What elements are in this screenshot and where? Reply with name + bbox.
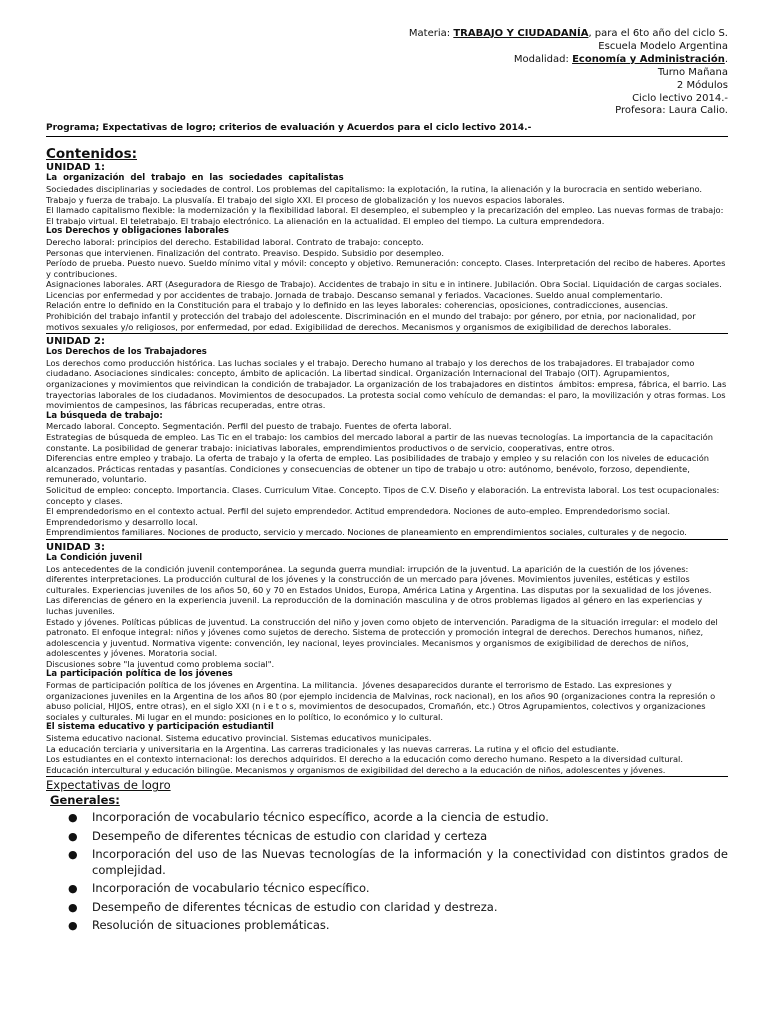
bullet-icon: ● [68, 811, 78, 825]
header-block [46, 28, 728, 118]
modalidad-suffix: . [724, 53, 728, 65]
modulos: 2 Módulos [676, 79, 728, 91]
bullet-icon: ● [68, 900, 78, 914]
unit-1-section-1-title: La organización del trabajo en las sociedades capitalistas [46, 173, 344, 184]
bullet-icon: ● [68, 848, 78, 862]
unit-2-section-2-text: Mercado laboral. Concepto. Segmentación. Perfil del puesto de trabajo. Fuentes de oferta laboral. Estrategias de búsqueda de empleo. Las Tic en el trabajo: los cambios del mercado laboral a partir de las nuevas tecnologías. La importancia de la capacitación constante. La posibilidad de generar trabajo: iniciativas laborales, emprendimientos productivos o de servicio, cooperativas, entre otros. Diferencias entre empleo y trabajo. La oferta de trabajo y la oferta de empleo. Las posibilidades de trabajo y empleo y su relación con los niveles de educación alcanzados. Prácticas rentadas y pasantías. Condiciones y consecuencias de obtener un tipo de trabajo u otro: autónomo, benévolo, forzoso, dependiente, remunerado, voluntario. Solicitud de empleo: concepto. Importancia. Clases. Curriculum Vitae. Concepto. Tipos de C.V. Diseño y elaboración. La entrevista laboral. Los test ocupacionales: concepto y clases. El emprendedorismo en el contexto actual. Perfil del sujeto emprendedor. Actitud emprendedora. Nociones de auto-empleo. Emprendedorismo social. Emprendedorismo y desarrollo local. Emprendimientos familiares. Nociones de producto, servicio y mercado. Nociones de planeamiento en emprendimientos sociales, culturales y de negocio. [46, 421, 720, 538]
unit-1-title: UNIDAD 1: [46, 162, 105, 174]
unit-1-section-1-text: Sociedades disciplinarias y sociedades de control. Los problemas del capitalismo: la explotación, la rutina, la alienación y la burocracia en sentido weberiano. Trabajo y fuerza de trabajo. La plusvalía. El trabajo del siglo XXI. El proceso de globalización y los nuevos espacios laborales. El llamado capitalismo flexible: la modernización y la flexibilidad laboral. El desempleo, el subempleo y la precarización del empleo. Las nuevas formas de trabajo: El trabajo virtual. El teletrabajo. El trabajo electrónico. La alienación en la actualidad. El empleo del tiempo. La cultura emprendedora. [46, 183, 724, 226]
unit-3 [46, 542, 728, 775]
unit-1-section-2-text: Derecho laboral: principios del derecho. Estabilidad laboral. Contrato de trabajo: concepto. Personas que intervienen. Finalización del contrato. Preaviso. Despido. Subsidio por desempleo. Período de prueba. Puesto nuevo. Sueldo mínimo vital y móvil: concepto y objetivo. Remuneración: concepto. Clases. Interpretación del recibo de haberes. Aportes y contribuciones. Asignaciones laborales. ART (Aseguradora de Riesgo de Trabajo). Accidentes de trabajo in situ e in intinere. Jubilación. Obra Social. Liquidación de cargas sociales. Licencias por enfermedad y por accidentes de trabajo. Jornada de trabajo. Descanso semanal y feriados. Vacaciones. Sueldo anual complementario. Relación entre lo definido en la Constitución para el trabajo y lo definido en las leyes laborales: coherencias, oposiciones, contradicciones, ausencias. Prohibición del trabajo infantil y protección del trabajo del adolescente. Discriminación en el mundo del trabajo: por género, por etnia, por nacionalidad, por motivos sexuales y/o religiosos, por enfermedad, por edad. Exigibilidad de derechos. Mecanismos y organismos de exigibilidad de derechos laborales. [46, 236, 726, 332]
divider [46, 539, 728, 540]
list-item-text: Desempeño de diferentes técnicas de estudio con claridad y destreza. [92, 899, 498, 914]
bullet-icon: ● [68, 919, 78, 933]
divider [46, 776, 728, 777]
expectativas-list [46, 810, 728, 934]
unit-2-section-1-text: Los derechos como producción histórica. Las luchas sociales y el trabajo. Derecho humano al trabajo y los derechos de los trabajadores. El trabajador como ciudadano. Asociaciones sindicales: concepto, ámbito de aplicación. La libertad sindical. Organización Internacional del Trabajo (OIT). Agrupamientos, organizaciones y movimientos que reivindican la condición de trabajador. La organización de los trabajadores en distintos ámbitos: empresa, fábrica, el barrio. Las trayectorias laborales de los ciudadanos. Movimientos de desocupados. La protesta social como vehículo de demandas: el paro, la movilización y otras formas. Los movimientos de campesinos, las fábricas recuperadas, entre otras. [46, 357, 729, 411]
modalidad-prefix: Modalidad: [513, 53, 573, 65]
turno: Turno Mañana [657, 66, 728, 78]
modalidad-line [46, 54, 728, 67]
list-item-text: Incorporación de vocabulario técnico específico, acorde a la ciencia de estudio. [92, 810, 549, 825]
generales-title: Generales: [50, 793, 120, 808]
bullet-icon: ● [68, 829, 78, 843]
list-item [46, 881, 728, 897]
unit-2 [46, 336, 728, 538]
divider [46, 136, 728, 137]
programa-title: Programa; Expectativas de logro; criterios de evaluación y Acuerdos para el ciclo lectivo 2014.- [46, 123, 532, 134]
unit-3-section-2-title: La participación política de los jóvenes [46, 669, 233, 680]
list-item-text: Incorporación de vocabulario técnico específico. [92, 881, 370, 896]
profesora: Profesora: Laura Calio. [615, 105, 728, 117]
materia-line [46, 28, 728, 41]
list-item-text: Resolución de situaciones problemáticas. [92, 918, 330, 933]
unit-2-section-2-title: La búsqueda de trabajo: [46, 410, 163, 421]
list-item [46, 810, 728, 826]
unit-3-title: UNIDAD 3: [46, 541, 105, 553]
divider [46, 333, 728, 334]
document-page [46, 28, 728, 937]
materia-name: TRABAJO Y CIUDADANÍA [453, 28, 589, 39]
list-item [46, 829, 728, 845]
modalidad-name: Economía y Administración [572, 53, 725, 65]
unit-3-section-1-text: Los antecedentes de la condición juvenil contemporánea. La segunda guerra mundial: irrupción de la juventud. La aparición de la cuestión de los jóvenes: diferentes interpretaciones. La producción cultural de los jóvenes y la construcción de un mercado para jóvenes. Movimientos juveniles, estéticas y estilos culturales. Experiencias juveniles de los años 50, 60 y 70 en Estados Unidos, Europa, América Latina y Argentina. Las disputas por la sexualidad de los jóvenes. Las diferencias de género en la experiencia juvenil. La reproducción de la dominación masculina y de otros problemas ligados al género en las experiencias y luchas juveniles. Estado y jóvenes. Políticas públicas de juventud. La construcción del niño y joven como objeto de intervención. Paradigma de la situación irregular: el modelo del patronato. El enfoque integral: niños y jóvenes como sujetos de derecho. Sistema de protección y promoción integral de derechos. Derechos humanos, niñez, adolescencia y juventud. Normativa vigente: convención, ley nacional, leyes provinciales. Mecanismos y organismos de exigibilidad de derechos de niños, adolescentes y jóvenes. Moratoria social. Discusiones sobre "la juventud como problema social". [46, 563, 718, 669]
unit-1-section-2-title: Los Derechos y obligaciones laborales [46, 226, 229, 237]
list-item [46, 847, 728, 878]
expectativas-title: Expectativas de logro [46, 778, 171, 793]
list-item [46, 918, 728, 934]
list-item-text: Incorporación del uso de las Nuevas tecnologías de la información y la conectividad con distintos grados de complejidad. [92, 847, 728, 877]
unit-3-section-2-text: Formas de participación política de los jóvenes en Argentina. La militancia. Jóvenes desaparecidos durante el terrorismo de Estado. Las expresiones y organizaciones juveniles en la Argentina de los años 80 (por ejemplo incidencia de Malvinas, rock nacional), en los años 90 (organizaciones contra la represión o abuso policial, HIJOS, entre otras), en el siglo XXI (n i e t o s, movimientos de desocupados, Cromañón, etc.) Otros Agrupamientos, colectivos y organizaciones sociales y culturales. Mi lugar en el mundo: posiciones en lo político, lo económico y lo cultural. [46, 680, 718, 722]
contenidos-title: Contenidos: [46, 146, 138, 163]
bullet-icon: ● [68, 882, 78, 896]
materia-suffix: , para el 6to año del ciclo S. [588, 28, 728, 39]
unit-3-section-3-title: El sistema educativo y participación estudiantil [46, 722, 274, 733]
list-item [46, 900, 728, 916]
unit-3-section-1-title: La Condición juvenil [46, 552, 143, 563]
unit-3-section-3-text: Sistema educativo nacional. Sistema educativo provincial. Sistemas educativos municipales. La educación terciaria y universitaria en la Argentina. Las carreras tradicionales y las nuevas carreras. La rutina y el oficio del estudiante. Los estudiantes en el contexto internacional: los derechos adquiridos. El derecho a la educación como derecho humano. Respeto a la diversidad cultural. Educación intercultural y educación bilingüe. Mecanismos y organismos de exigibilidad del derecho a la educación de niños, adolescentes y jóvenes. [46, 733, 683, 775]
list-item-text: Desempeño de diferentes técnicas de estudio con claridad y certeza [92, 828, 488, 843]
unit-2-section-1-title: Los Derechos de los Trabajadores [46, 347, 207, 358]
unit-2-title: UNIDAD 2: [46, 336, 105, 348]
escuela: Escuela Modelo Argentina [598, 40, 728, 52]
unit-1 [46, 162, 728, 332]
materia-prefix: Materia: [408, 28, 454, 39]
ciclo: Ciclo lectivo 2014.- [632, 92, 728, 104]
